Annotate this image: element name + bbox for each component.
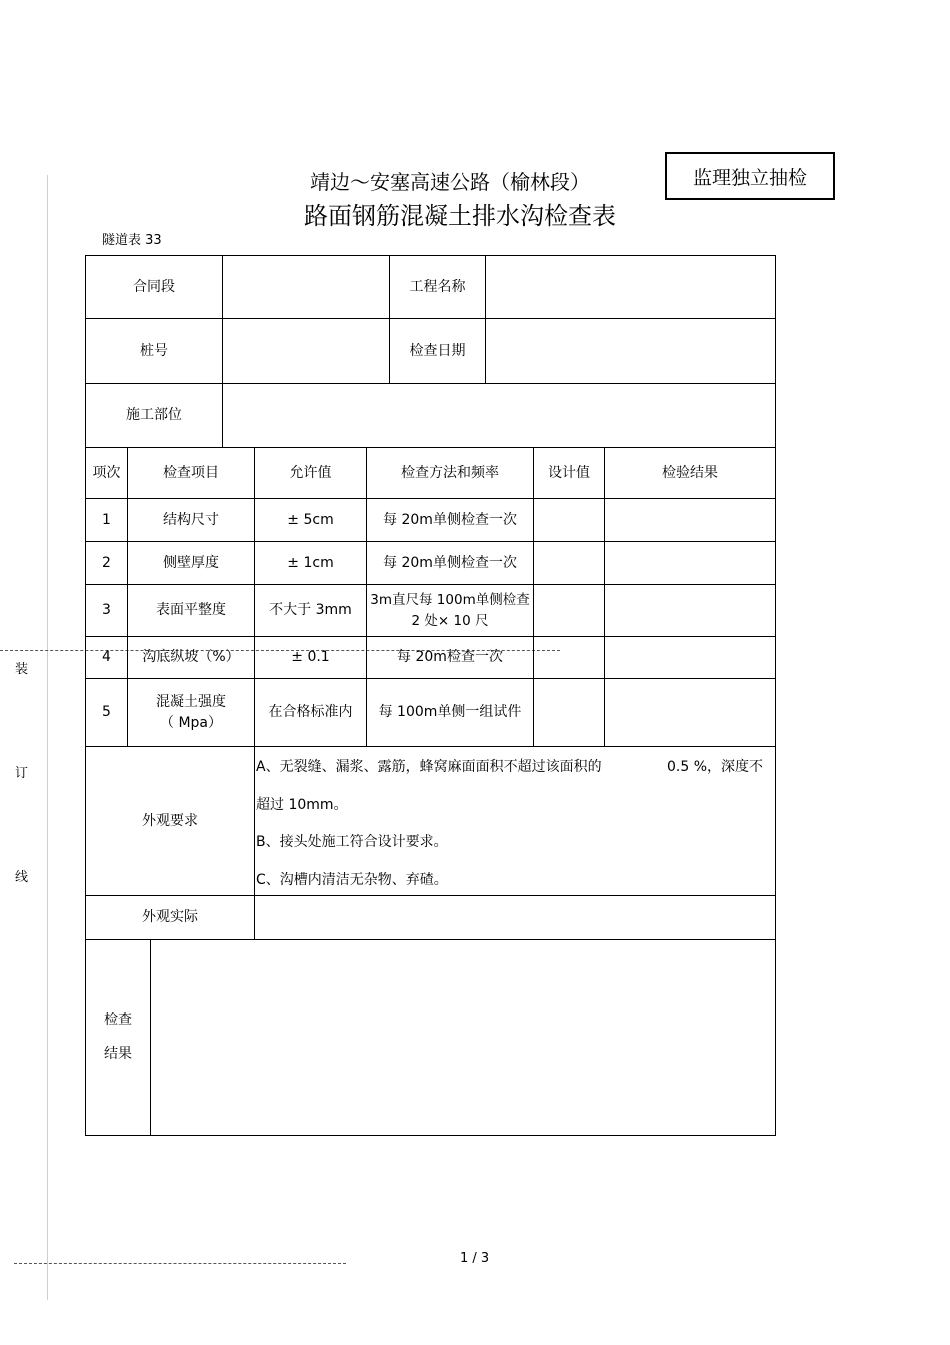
row-design[interactable] <box>533 498 605 542</box>
row-item: 混凝土强度（ Mpa） <box>127 678 255 747</box>
location-value[interactable] <box>222 383 776 448</box>
row-method: 每 20m单侧检查一次 <box>366 498 534 542</box>
appearance-req-a-part2: 0.5 %，深度不 <box>667 759 764 775</box>
supervision-stamp: 监理独立抽检 <box>665 152 835 200</box>
table-number: 隧道表 33 <box>102 233 162 248</box>
col-header-method: 检查方法和频率 <box>366 447 534 499</box>
binding-char-zhuang: 装 <box>15 662 29 677</box>
row-allow: ± 5cm <box>254 498 367 542</box>
row-item: 沟底纵坡（%） <box>127 636 255 679</box>
row-method: 每 20m单侧检查一次 <box>366 541 534 585</box>
station-value[interactable] <box>222 318 390 384</box>
footer-dashed-line <box>14 1263 346 1264</box>
title-line-1: 靖边～安塞高速公路（榆林段） <box>310 170 590 194</box>
project-label: 工程名称 <box>389 255 486 319</box>
row-result[interactable] <box>604 584 776 637</box>
row-no: 1 <box>85 498 128 542</box>
project-value[interactable] <box>485 255 776 319</box>
appearance-actual-label: 外观实际 <box>85 895 255 940</box>
contract-label: 合同段 <box>85 255 223 319</box>
row-no: 3 <box>85 584 128 637</box>
date-value[interactable] <box>485 318 776 384</box>
row-result[interactable] <box>604 498 776 542</box>
col-header-result: 检验结果 <box>604 447 776 499</box>
appearance-actual-value[interactable] <box>254 895 776 940</box>
row-design[interactable] <box>533 678 605 747</box>
binding-margin-line <box>47 175 48 1300</box>
row-design[interactable] <box>533 636 605 679</box>
inspection-result-label <box>85 939 151 1136</box>
row-item: 表面平整度 <box>127 584 255 637</box>
station-label: 桩号 <box>85 318 223 384</box>
row-result[interactable] <box>604 541 776 585</box>
col-header-design: 设计值 <box>533 447 605 499</box>
appearance-req-b: B、接头处施工符合设计要求。 <box>256 834 448 850</box>
date-label: 检查日期 <box>389 318 486 384</box>
inspection-result-value[interactable] <box>150 939 776 1136</box>
binding-char-xian: 线 <box>15 870 29 885</box>
contract-value[interactable] <box>222 255 390 319</box>
page-number: 1 / 3 <box>460 1251 490 1266</box>
row-method: 每 20m检查一次 <box>366 636 534 679</box>
col-header-allow: 允许值 <box>254 447 367 499</box>
inspection-result-label-line2: 结果 <box>104 1045 132 1062</box>
row-no: 4 <box>85 636 128 679</box>
appearance-req-a-part3: 超过 10mm。 <box>256 797 348 813</box>
title-line-2: 路面钢筋混凝土排水沟检查表 <box>304 202 616 230</box>
row-no: 5 <box>85 678 128 747</box>
row-design[interactable] <box>533 541 605 585</box>
binding-char-ding: 订 <box>15 766 29 781</box>
row-allow: 在合格标准内 <box>254 678 367 747</box>
row-method: 3m直尺每 100m单侧检查 2 处× 10 尺 <box>366 584 534 637</box>
location-label: 施工部位 <box>85 383 223 448</box>
row-allow: 不大于 3mm <box>254 584 367 637</box>
inspection-result-label-line1: 检查 <box>104 1011 132 1028</box>
col-header-no: 项次 <box>85 447 128 499</box>
appearance-req-a-part1: A、无裂缝、漏浆、露筋，蜂窝麻面面积不超过该面积的 <box>256 759 602 775</box>
appearance-req-label: 外观要求 <box>85 746 255 896</box>
appearance-req-c: C、沟槽内清洁无杂物、弃碴。 <box>256 872 448 888</box>
row-no: 2 <box>85 541 128 585</box>
row-result[interactable] <box>604 678 776 747</box>
row-allow: ± 1cm <box>254 541 367 585</box>
row-result[interactable] <box>604 636 776 679</box>
row-item: 侧壁厚度 <box>127 541 255 585</box>
row-allow: ± 0.1 <box>254 636 367 679</box>
col-header-item: 检查项目 <box>127 447 255 499</box>
row-item: 结构尺寸 <box>127 498 255 542</box>
row-method: 每 100m单侧一组试件 <box>366 678 534 747</box>
row-design[interactable] <box>533 584 605 637</box>
